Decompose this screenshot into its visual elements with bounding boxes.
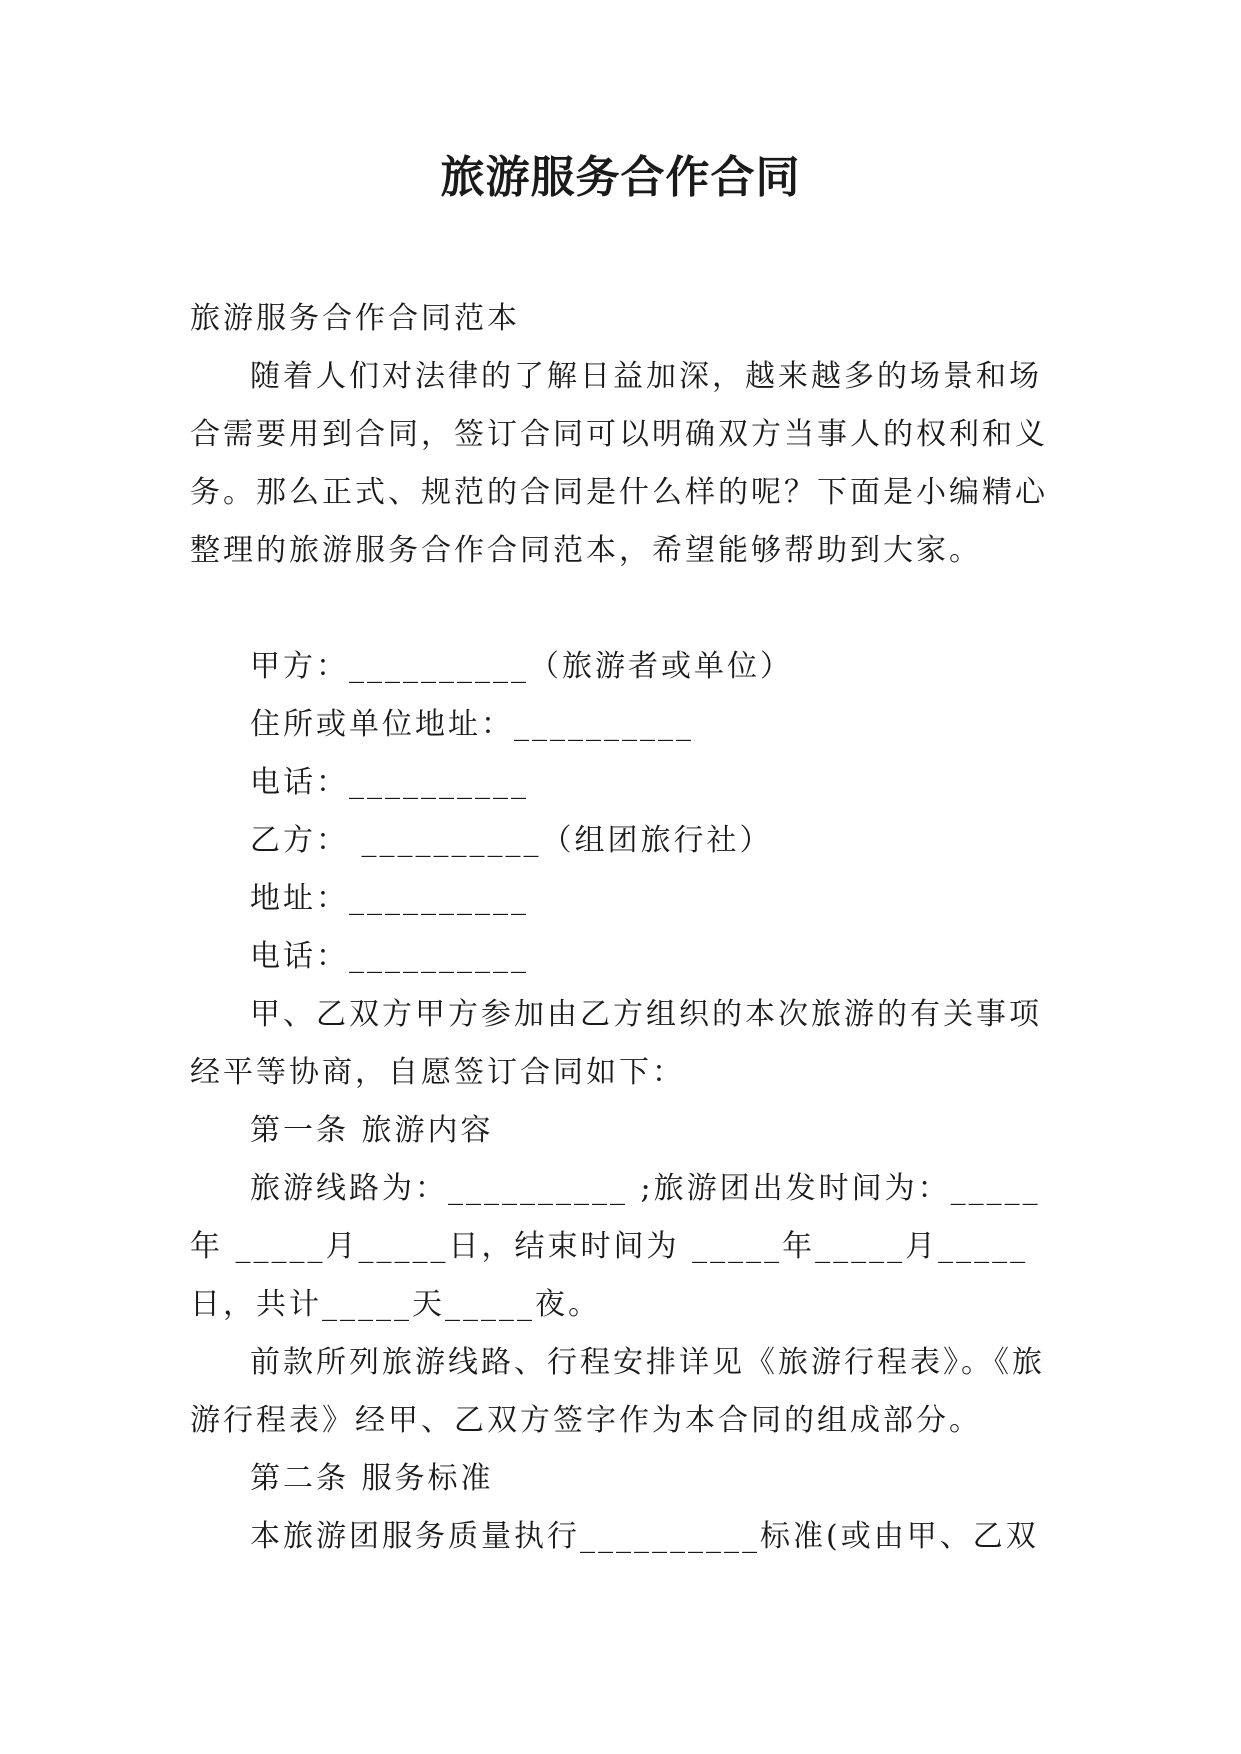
article2-heading: 第二条 服务标准 — [250, 1461, 494, 1496]
document-body — [190, 290, 1060, 1566]
article1-heading: 第一条 旅游内容 — [250, 1113, 494, 1148]
party-a-phone-line: 电话：__________ — [250, 765, 529, 800]
document-title: 旅游服务合作合同 — [440, 152, 801, 203]
preamble-paragraph: 甲、乙双方甲方参加由乙方组织的本次旅游的有关事项经平等协商，自愿签订合同如下： — [190, 997, 1042, 1090]
article1-route-paragraph: 旅游线路为：__________ ;旅游团出发时间为：_____年 _____月_____日，结束时间为 _____年_____月_____日，共计_____天_____夜。 — [190, 1171, 1041, 1322]
party-a-address-line: 住所或单位地址：__________ — [250, 707, 694, 742]
article2-paragraph: 本旅游团服务质量执行__________标准(或由甲、乙双 — [250, 1519, 1039, 1554]
article1-itinerary-paragraph: 前款所列旅游线路、行程安排详见《旅游行程表》。《旅游行程表》经甲、乙双方签字作为本合同的组成部分。 — [190, 1345, 1045, 1438]
intro-paragraph: 随着人们对法律的了解日益加深，越来越多的场景和场合需要用到合同，签订合同可以明确双方当事人的权利和义务。那么正式、规范的合同是什么样的呢？下面是小编精心整理的旅游服务合作合同范本，希望能够帮助到大家。 — [190, 359, 1048, 568]
document-subtitle: 旅游服务合作合同范本 — [190, 301, 520, 336]
paragraph-gap — [190, 580, 1060, 638]
party-b-address-line: 地址：__________ — [250, 881, 529, 916]
party-b-phone-line: 电话：__________ — [250, 939, 529, 974]
party-a-line: 甲方：__________（旅游者或单位） — [250, 649, 793, 684]
party-b-line: 乙方： __________（组团旅行社） — [250, 823, 773, 858]
